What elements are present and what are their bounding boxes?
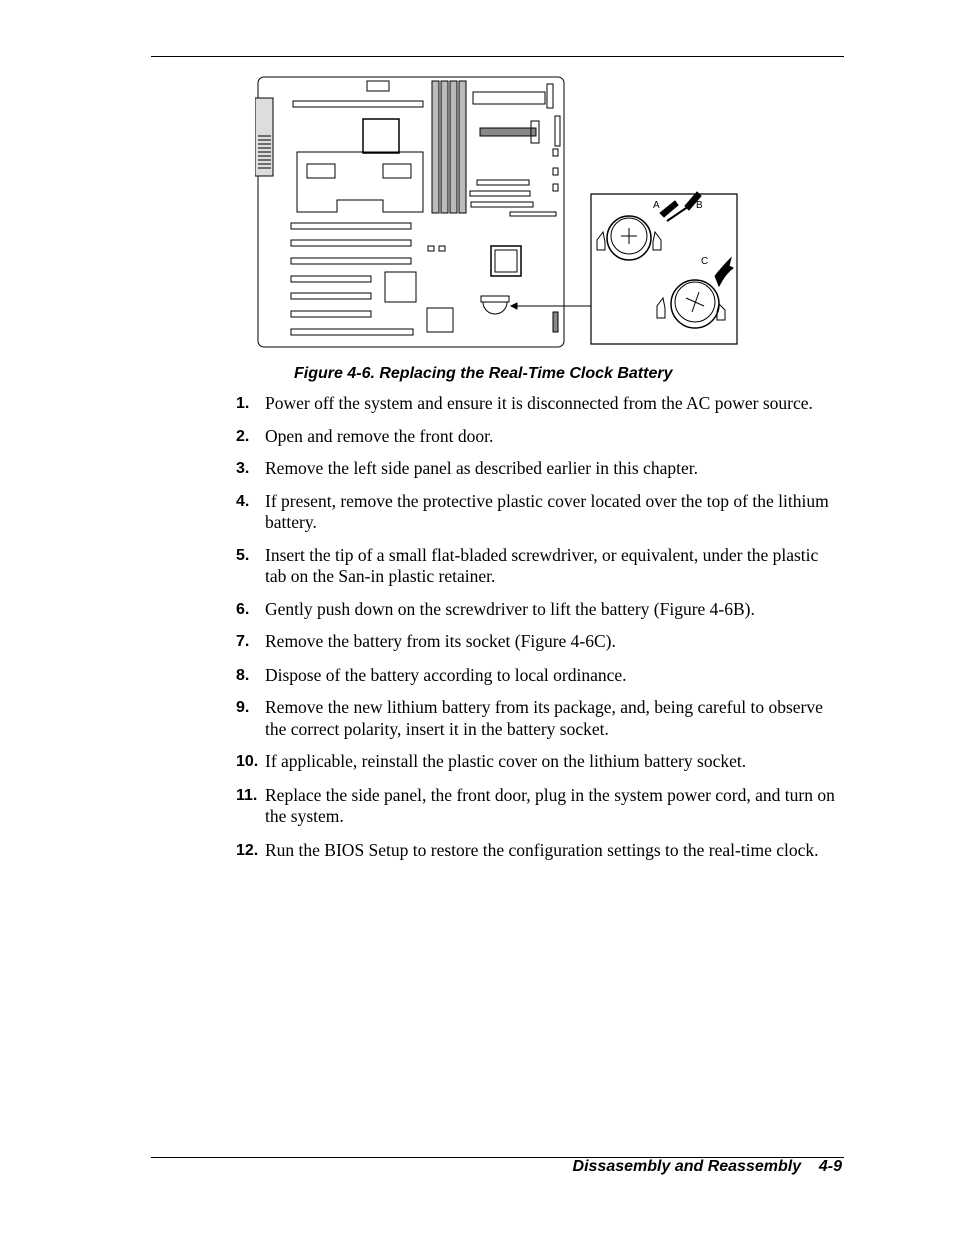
step-number: 4. xyxy=(236,492,250,510)
step-text: Open and remove the front door. xyxy=(265,425,494,446)
step-number: 6. xyxy=(236,600,250,618)
step-number: 10. xyxy=(236,753,259,770)
page-footer xyxy=(573,1158,842,1176)
step-text: Power off the system and ensure it is disconnected from the AC power source. xyxy=(265,393,813,413)
callout-a-label: A xyxy=(653,200,660,211)
step-text: If present, remove the protective plastic cover located over the top of the lithium battery. xyxy=(265,490,829,532)
dimm-slots xyxy=(432,81,466,213)
step-item xyxy=(236,599,836,621)
step-number: 5. xyxy=(236,546,250,564)
floppy-connector xyxy=(555,116,560,146)
top-slot xyxy=(293,101,423,107)
pci-slot-a xyxy=(470,191,530,196)
bios-chip xyxy=(427,308,453,332)
step-number: 11. xyxy=(236,786,258,804)
step-item xyxy=(236,751,836,773)
step-item xyxy=(236,545,836,588)
step-text: Dispose of the battery according to local ordinance. xyxy=(265,664,627,685)
power-connector xyxy=(473,92,545,104)
step-number: 8. xyxy=(236,666,250,684)
step-item xyxy=(236,393,836,415)
step-item xyxy=(236,697,836,740)
lift-arrow xyxy=(715,258,733,286)
atx-connector xyxy=(480,128,536,136)
pci-slot-b xyxy=(471,202,533,207)
step-item xyxy=(236,426,836,448)
heatsink-area xyxy=(297,152,423,212)
step-number: 3. xyxy=(236,460,250,477)
rtc-battery-figure xyxy=(255,76,741,352)
step-item xyxy=(236,840,836,862)
battery-a xyxy=(597,216,661,260)
step-number: 7. xyxy=(236,633,250,650)
procedure-steps xyxy=(236,393,836,861)
callout-b-label: B xyxy=(696,200,703,211)
pci-slot-c xyxy=(510,212,556,216)
step-number: 12. xyxy=(236,841,259,859)
footer-section: Dissasembly and Reassembly xyxy=(572,1158,802,1175)
footer-page-number: 4-9 xyxy=(818,1158,842,1175)
battery-c xyxy=(657,280,725,328)
step-number: 2. xyxy=(236,427,250,445)
agp-slot xyxy=(477,180,529,185)
ide-connector xyxy=(547,84,553,108)
step-text: Gently push down on the screwdriver to lift the battery (Figure 4-6B). xyxy=(265,598,755,619)
expansion-slots xyxy=(291,223,413,335)
header-rule xyxy=(151,56,844,57)
onboard-battery xyxy=(483,302,507,314)
step-item xyxy=(236,458,836,480)
step-text: Run the BIOS Setup to restore the configuration settings to the real-time clock. xyxy=(265,839,819,860)
figure-caption: Figure 4-6. Replacing the Real-Time Clock Battery xyxy=(294,365,673,382)
step-number: 9. xyxy=(236,699,250,716)
step-item xyxy=(236,631,836,653)
step-text: Remove the battery from its socket (Figure 4-6C). xyxy=(265,631,616,651)
step-item xyxy=(236,665,836,687)
step-text: If applicable, reinstall the plastic cover on the lithium battery socket. xyxy=(265,751,747,771)
callout-c-label: C xyxy=(701,256,709,267)
step-text: Remove the left side panel as described earlier in this chapter. xyxy=(265,458,698,478)
step-text: Insert the tip of a small flat-bladed screwdriver, or equivalent, under the plastic tab on the San-in plastic retainer. xyxy=(265,544,819,586)
step-number: 1. xyxy=(236,395,250,412)
step-item xyxy=(236,491,836,534)
step-text: Replace the side panel, the front door, plug in the system power cord, and turn on the system. xyxy=(265,784,835,826)
step-text: Remove the new lithium battery from its package, and, being careful to observe the correct polarity, insert it in the battery socket. xyxy=(265,697,823,739)
io-chip xyxy=(385,272,416,302)
fan-header xyxy=(367,81,389,91)
processor-chip xyxy=(363,119,399,153)
step-item xyxy=(236,785,836,828)
